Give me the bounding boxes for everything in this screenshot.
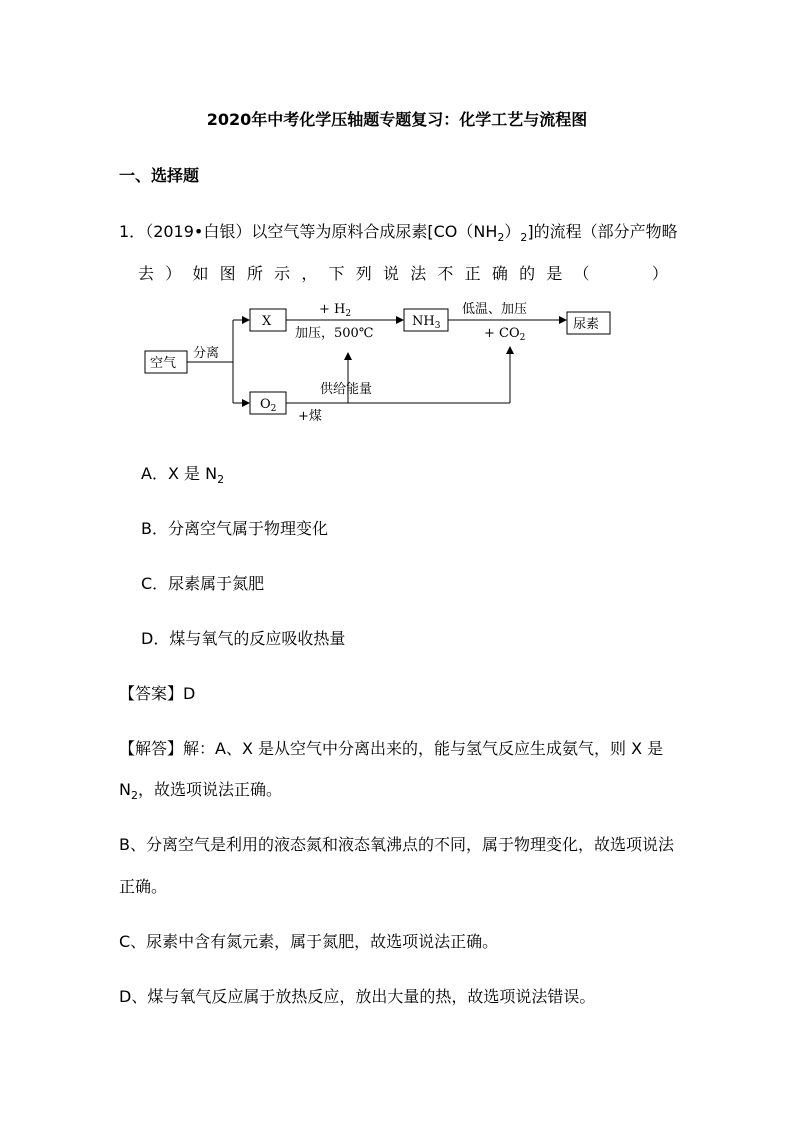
question-1-line1: 1．（2019•白银）以空气等为原料合成尿素$[CO(NH_2)_2]$的流程（部分产物略	[119, 222, 678, 245]
flow-diagram	[0, 290, 794, 430]
analysis-line1: 【解答】解：A、X 是从空气中分离出来的，能与氢气反应生成氨气，则 X 是	[119, 739, 664, 758]
answer: 【答案】D	[119, 684, 196, 703]
o2-label: $O_2$	[260, 397, 277, 414]
option-b: B．分离空气属于物理变化	[141, 519, 328, 538]
air-label: 空气	[150, 356, 177, 371]
energy-label: 供给能量	[320, 382, 373, 397]
pressure-label: 加压，500℃	[295, 326, 374, 341]
coal-label: +煤	[298, 409, 322, 424]
analysis-b-line1: B、分离空气是利用的液态氮和液态氧沸点的不同，属于物理变化，故选项说法	[119, 835, 674, 854]
question-number: 1．	[119, 222, 146, 241]
option-d: D．煤与氧气的反应吸收热量	[141, 629, 346, 648]
urea-label: 尿素	[573, 317, 600, 332]
nh3-label: $NH_3$	[412, 314, 441, 331]
analysis-b-line2: 正确。	[119, 877, 168, 896]
page-title: 2020年中考化学压轴题专题复习：化学工艺与流程图	[206, 110, 588, 129]
separate-label: 分离	[193, 346, 220, 361]
question-1-line2: 去 ） 如 图 所 示 ， 下 列 说 法 不 正 确 的 是 （ ）	[138, 264, 668, 283]
question-source: （2019•白银）	[145, 222, 252, 241]
option-c: C．尿素属于氮肥	[141, 574, 265, 593]
h2-label: + $H_2$	[319, 302, 352, 319]
x-label: X	[262, 314, 272, 329]
analysis-c: C、尿素中含有氮元素，属于氮肥，故选项说法正确。	[119, 932, 499, 951]
co2-label: + $CO_2$	[484, 326, 526, 343]
analysis-line2: $N_2$，故选项说法正确。	[119, 780, 282, 803]
low-temp-label: 低温、加压	[462, 302, 528, 317]
analysis-d: D、煤与氧气反应属于放热反应，放出大量的热，故选项说法错误。	[119, 987, 596, 1006]
section-heading: 一、选择题	[119, 166, 200, 185]
option-a: A．X 是 $N_2$	[141, 464, 225, 487]
